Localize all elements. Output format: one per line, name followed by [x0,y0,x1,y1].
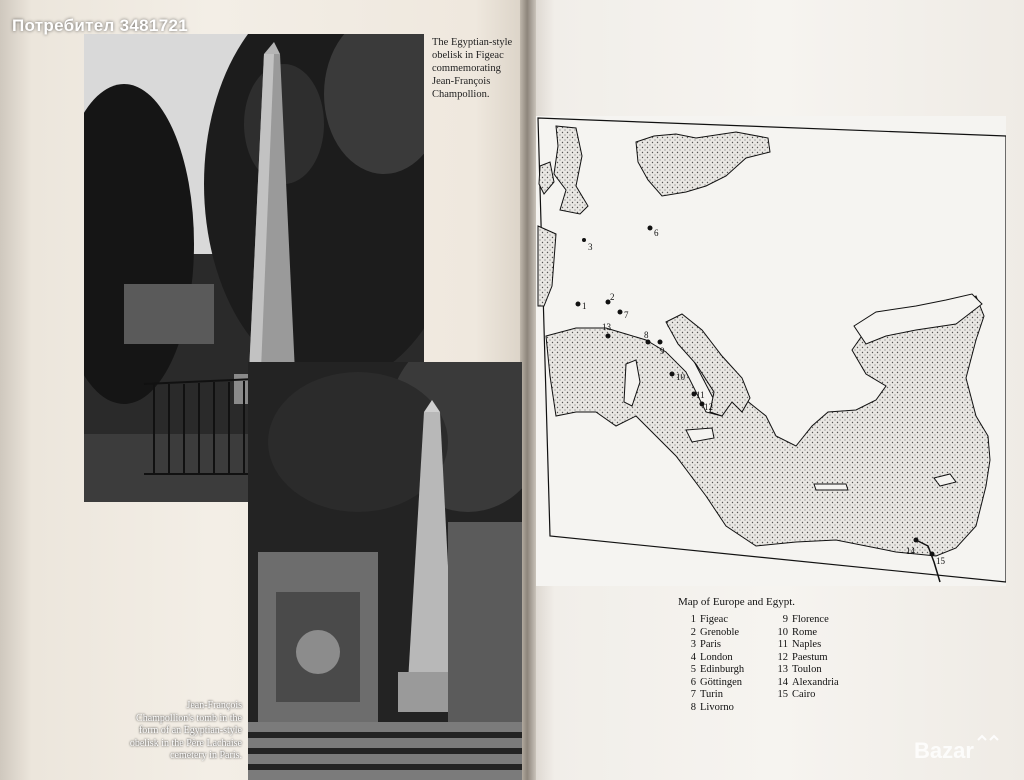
legend-item: 15 Cairo [777,689,816,700]
map-marker-label: 6 [654,228,659,238]
book-gutter [520,0,536,780]
map-marker-label: 3 [588,242,593,252]
legend-item: 4 London [690,651,733,663]
map-marker-label: 12 [704,402,713,412]
map-marker-label: 11 [696,390,705,400]
svg-text:Bazar: Bazar [914,738,974,763]
map-marker-label: 2 [610,292,615,302]
legend-column-left [684,614,744,714]
figeac-obelisk-caption: The Egyptian-style obelisk in Figeac commemorating Jean-François Champollion. [432,37,513,100]
legend-item: 13 Toulon [777,664,822,675]
legend-item: 3 Paris [690,639,721,650]
europe-egypt-map [536,116,1006,586]
legend-column-right [776,614,839,702]
legend-item: 6 Göttingen [690,676,742,688]
map-marker-label: 1 [582,301,587,311]
map-marker-label: 15 [936,556,945,566]
legend-item: 1 Figeac [690,614,728,625]
map-marker-label: 7 [624,310,629,320]
pere-lachaise-tomb-photo [248,362,522,780]
tomb-caption: Jean-François Champollion's tomb in the form of an Egyptian-style obelisk in the Père Lachaise cemetery in Paris. [129,700,242,761]
legend-item: 14 Alexandria [777,676,839,688]
map-marker-label: 9 [660,346,665,356]
legend-item: 7 Turin [690,689,723,700]
map-marker-label: 10 [676,372,685,382]
map-marker-label: 14 [906,546,915,556]
bazar-logo [912,732,1016,768]
user-watermark: Потребител 3481721 [12,16,188,35]
legend-item: 10 Rome [777,626,818,638]
legend-item: 5 Edinburgh [690,664,745,675]
legend-item: 12 Paestum [777,651,828,663]
map-title: Map of Europe and Egypt. [678,596,795,608]
legend-item: 11 Naples [777,639,822,650]
map-marker-label: 13 [602,322,611,332]
map-marker-label: 8 [644,330,649,340]
legend-item: 8 Livorno [690,701,734,713]
legend-item: 9 Florence [782,614,829,625]
legend-item: 2 Grenoble [690,626,740,638]
